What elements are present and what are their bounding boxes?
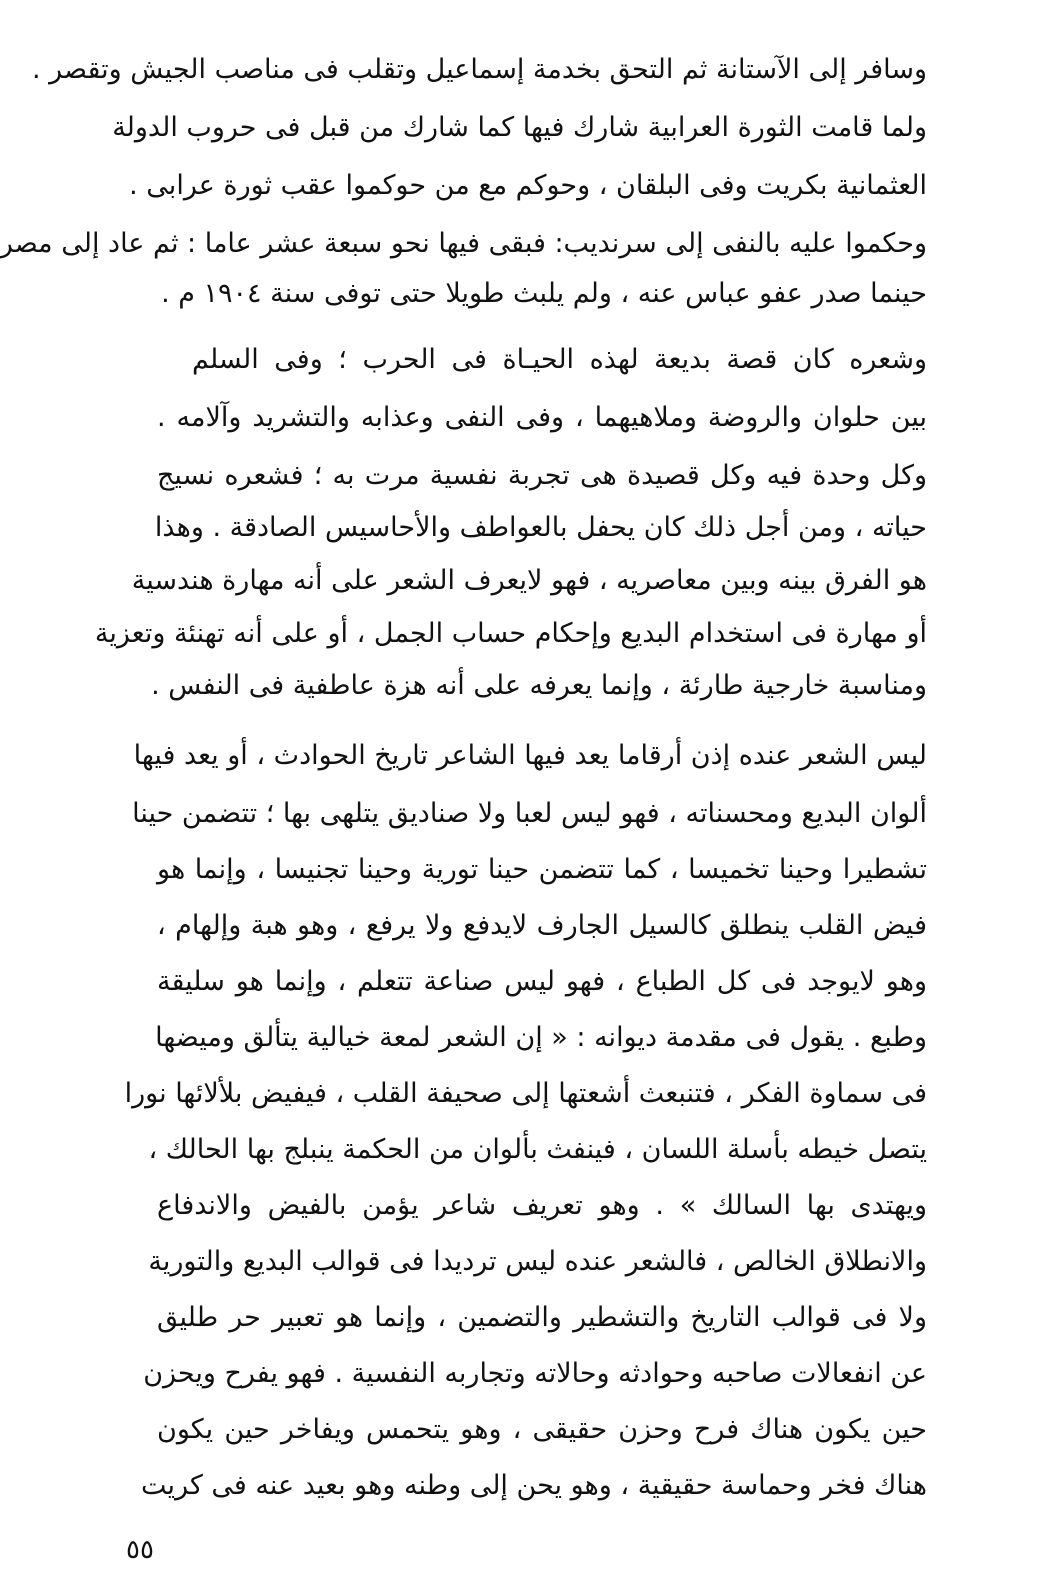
text-line: وحكموا عليه بالنفى إلى سرنديب: فبقى فيها نحو سبعة عشر عاما : ثم عاد إلى مصر xyxy=(0,228,927,259)
text-line: تشطيرا وحينا تخميسا ، كما تتضمن حينا تورية وحينا تجنيسا ، وإنما هو xyxy=(157,854,927,885)
text-line: وشعره كان قصة بديعة لهذه الحيـاة فى الحرب ؛ وفى السلم xyxy=(192,344,927,375)
text-line: وسافر إلى الآستانة ثم التحق بخدمة إسماعيل وتقلب فى مناصب الجيش وتقصر . xyxy=(31,54,927,85)
text-line: يتصل خيطه بأسلة اللسان ، فينفث بألوان من الحكمة ينبلج بها الحالك ، xyxy=(148,1134,927,1165)
text-line: هناك فخر وحماسة حقيقية ، وهو يحن إلى وطنه وهو بعيد عنه فى كريت xyxy=(141,1470,927,1501)
text-line: حين يكون هناك فرح وحزن حقيقى ، وهو يتحمس ويفاخر حين يكون xyxy=(157,1414,927,1445)
text-line: ولما قامت الثورة العرابية شارك فيها كما شارك من قبل فى حروب الدولة xyxy=(112,112,927,143)
text-line: وهو لايوجد فى كل الطباع ، فهو ليس صناعة تتعلم ، وإنما هو سليقة xyxy=(157,966,927,997)
text-line: هو الفرق بينه وبين معاصريه ، فهو لايعرف الشعر على أنه مهارة هندسية xyxy=(131,565,927,596)
text-line: فى سماوة الفكر ، فتنبعث أشعتها إلى صحيفة القلب ، فيفيض بلألائها نورا xyxy=(124,1078,927,1109)
text-line: بين حلوان والروضة وملاهيهما ، وفى النفى وعذابه والتشريد وآلامه . xyxy=(157,402,927,433)
text-line: ليس الشعر عنده إذن أرقاما يعد فيها الشاعر تاريخ الحوادث ، أو يعد فيها xyxy=(133,740,927,771)
text-line: وطبع . يقول فى مقدمة ديوانه : « إن الشعر لمعة خيالية يتألق وميضها xyxy=(155,1022,927,1053)
text-line: ومناسبة خارجية طارئة ، وإنما يعرفه على أنه هزة عاطفية فى النفس . xyxy=(151,670,927,701)
page-number: ٥٥ xyxy=(126,1535,154,1565)
text-line: حياته ، ومن أجل ذلك كان يحفل بالعواطف والأحاسيس الصادقة . وهذا xyxy=(154,512,927,543)
text-line: ألوان البديع ومحسناته ، فهو ليس لعبا ولا صناديق يتلهى بها ؛ تتضمن حينا xyxy=(132,798,927,829)
text-line: العثمانية بكريت وفى البلقان ، وحوكم مع من حوكموا عقب ثورة عرابى . xyxy=(129,170,927,201)
text-line: فيض القلب ينطلق كالسيل الجارف لايدفع ولا يرفع ، وهو هبة وإلهام ، xyxy=(157,910,927,941)
text-line: حينما صدر عفو عباس عنه ، ولم يلبث طويلا حتى توفى سنة ١٩٠٤ م . xyxy=(161,278,927,309)
text-line: وكل وحدة فيه وكل قصيدة هى تجربة نفسية مرت به ؛ فشعره نسيج xyxy=(157,460,927,491)
text-line: ويهتدى بها السالك » . وهو تعريف شاعر يؤمن بالفيض والاندفاع xyxy=(157,1190,927,1221)
text-line: عن انفعالات صاحبه وحوادثه وحالاته وتجاربه النفسية . فهو يفرح ويحزن xyxy=(143,1358,927,1389)
text-line: أو مهارة فى استخدام البديع وإحكام حساب الجمل ، أو على أنه تهنئة وتعزية xyxy=(94,618,927,649)
text-line: والانطلاق الخالص ، فالشعر عنده ليس ترديدا فى قوالب البديع والتورية xyxy=(148,1246,927,1277)
text-line: ولا فى قوالب التاريخ والتشطير والتضمين ، وإنما هو تعبير حر طليق xyxy=(157,1302,927,1333)
